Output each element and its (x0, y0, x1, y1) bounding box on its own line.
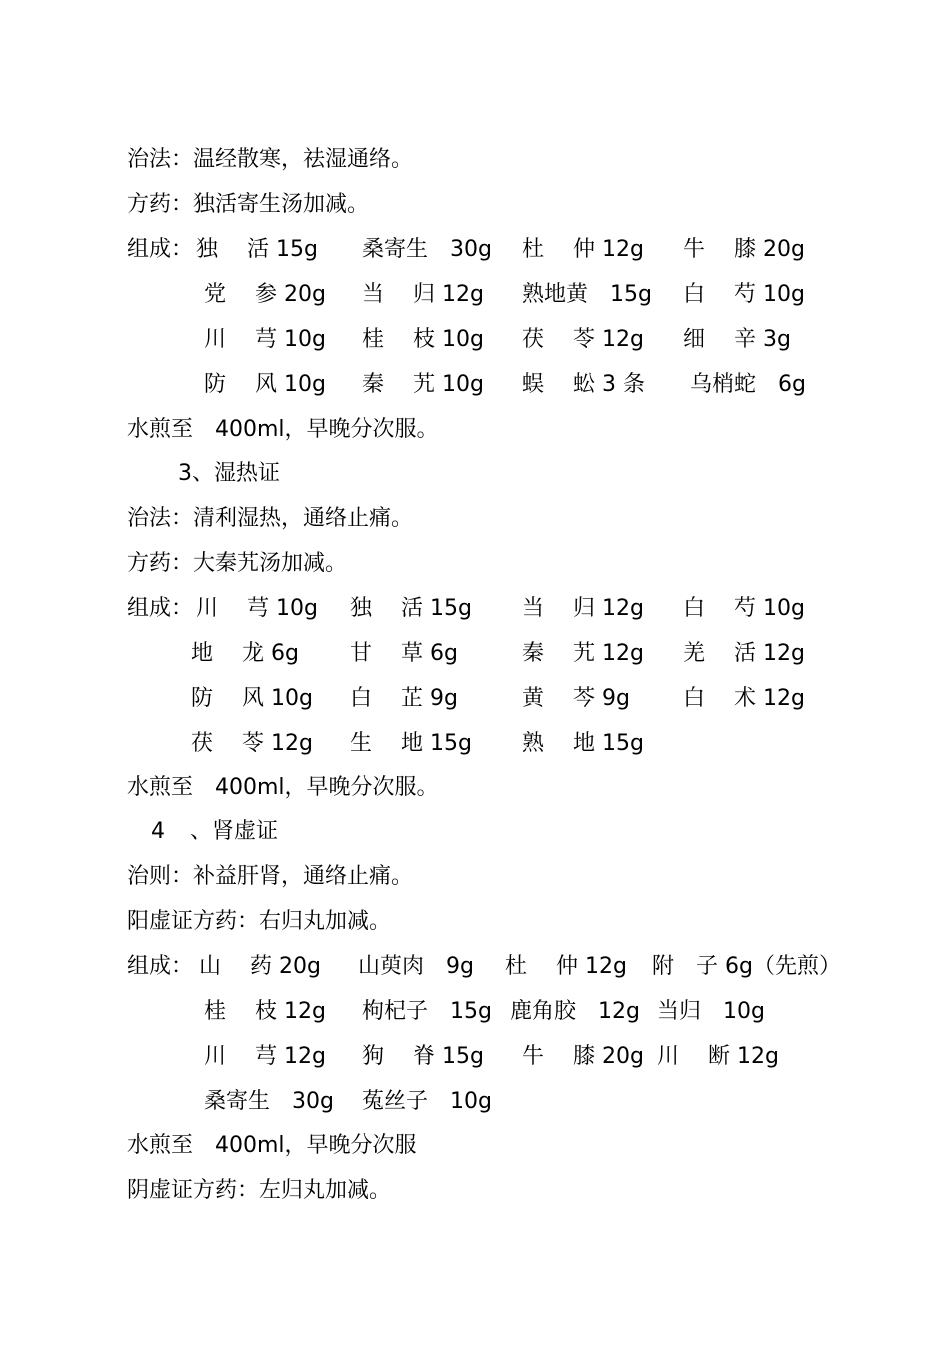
formula-line: 方药：大秦艽汤加减。 (127, 551, 348, 576)
herb-entry: 防 风 10g (204, 372, 326, 397)
herb-entry: 当 归 12g (522, 596, 644, 621)
herb-entry: 生 地 15g (350, 731, 472, 756)
herb-entry: 茯 苓 12g (191, 731, 313, 756)
section-heading: 、肾虚证 (190, 819, 279, 844)
herb-entry: 地 龙 6g (191, 641, 299, 666)
herb-entry: 乌梢蛇 6g (690, 372, 806, 397)
herb-entry: 狗 脊 15g (362, 1044, 484, 1069)
herb-entry: 独 活 15g (350, 596, 472, 621)
herb-entry: 细 辛 3g (683, 327, 791, 352)
herb-entry: 甘 草 6g (350, 641, 458, 666)
herb-entry: 牛 膝 20g (522, 1044, 644, 1069)
herb-entry: 山 药 20g (199, 954, 321, 979)
herb-entry: 桑寄生 30g (204, 1089, 334, 1114)
herb-entry: 川 芎 10g (204, 327, 326, 352)
herb-entry: 防 风 10g (191, 686, 313, 711)
treatment-method-line: 治法：清利湿热，通络止痛。 (127, 506, 414, 531)
herb-entry: 蜈 蚣 3 条 (522, 372, 645, 397)
herb-entry: 熟 地 15g (522, 731, 644, 756)
herb-entry: 川 芎 12g (204, 1044, 326, 1069)
herb-entry: 附 子 6g（先煎） (652, 954, 841, 979)
herb-entry: 杜 仲 12g (505, 954, 627, 979)
composition-label: 组成： (127, 596, 194, 621)
herb-entry: 川 芎 10g (196, 596, 318, 621)
herb-entry: 秦 艽 12g (522, 641, 644, 666)
section-heading: 3、湿热证 (178, 461, 280, 486)
herb-entry: 当归 10g (657, 999, 765, 1024)
herb-entry: 白 芍 10g (683, 282, 805, 307)
herb-entry: 牛 膝 20g (683, 237, 805, 262)
herb-entry: 党 参 20g (204, 282, 326, 307)
herb-entry: 桂 枝 12g (204, 999, 326, 1024)
herb-entry: 秦 艽 10g (362, 372, 484, 397)
herb-entry: 熟地黄 15g (522, 282, 652, 307)
formula-line: 阳虚证方药：右归丸加减。 (127, 909, 392, 934)
herb-entry: 独 活 15g (196, 237, 318, 262)
herb-entry: 菟丝子 10g (362, 1089, 492, 1114)
herb-entry: 羌 活 12g (683, 641, 805, 666)
decoction-instruction: 水煎至 400ml，早晚分次服。 (127, 417, 439, 442)
herb-entry: 杜 仲 12g (522, 237, 644, 262)
decoction-instruction: 水煎至 400ml，早晚分次服 (127, 1133, 417, 1158)
section-heading-number: 4 (151, 819, 165, 844)
herb-entry: 山萸肉 9g (358, 954, 474, 979)
herb-entry: 白 芷 9g (350, 686, 458, 711)
herb-entry: 桂 枝 10g (362, 327, 484, 352)
herb-entry: 枸杞子 15g (362, 999, 492, 1024)
formula-line: 方药：独活寄生汤加减。 (127, 192, 370, 217)
composition-label: 组成： (127, 237, 194, 262)
herb-entry: 黄 芩 9g (522, 686, 630, 711)
herb-entry: 白 术 12g (683, 686, 805, 711)
herb-entry: 川 断 12g (657, 1044, 779, 1069)
treatment-principle-line: 治则：补益肝肾，通络止痛。 (127, 864, 414, 889)
composition-label: 组成： (127, 954, 194, 979)
herb-entry: 白 芍 10g (683, 596, 805, 621)
herb-entry: 当 归 12g (362, 282, 484, 307)
decoction-instruction: 水煎至 400ml，早晚分次服。 (127, 775, 439, 800)
treatment-method-line: 治法：温经散寒，祛湿通络。 (127, 147, 414, 172)
herb-entry: 桑寄生 30g (362, 237, 492, 262)
herb-entry: 鹿角胶 12g (510, 999, 640, 1024)
formula-line: 阴虚证方药：左归丸加减。 (127, 1178, 392, 1203)
herb-entry: 茯 苓 12g (522, 327, 644, 352)
